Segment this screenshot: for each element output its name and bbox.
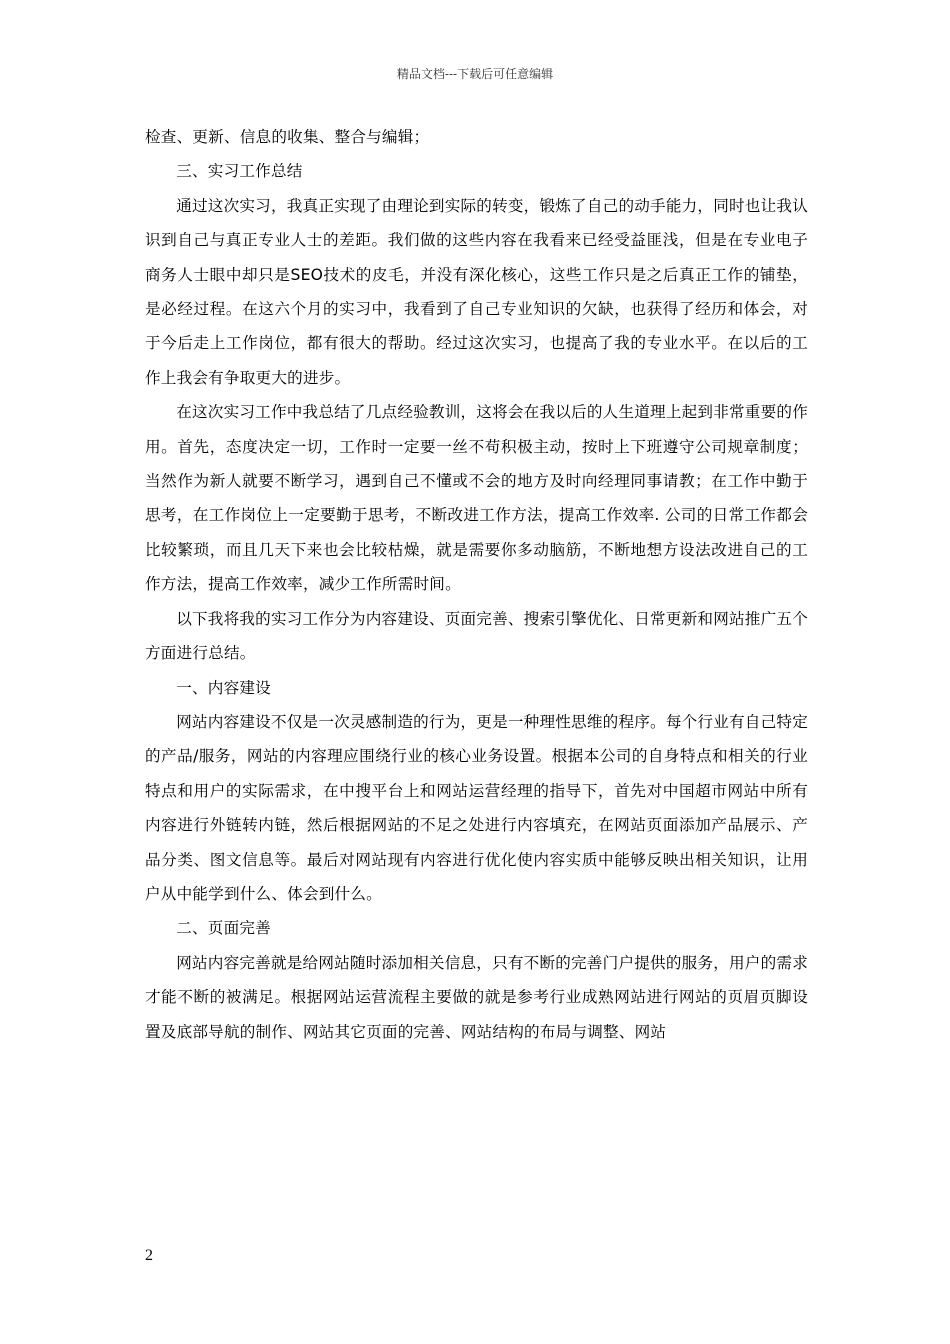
page-header: 精品文档---下载后可任意编辑 bbox=[396, 67, 554, 81]
document-body bbox=[145, 120, 808, 1049]
section-heading-1: 一、内容建设 bbox=[176, 678, 271, 697]
paragraph-page-improvement: 网站内容完善就是给网站随时添加相关信息，只有不断的完善门户提供的服务，用户的需求才能不断的被满足。根据网站运营流程主要做的就是参考行业成熟网站进行网站的页眉页脚设置及底部导航的制作、网站其它页面的完善、网站结构的布局与调整、网站 bbox=[145, 953, 808, 1041]
section-heading-2: 二、页面完善 bbox=[176, 919, 271, 938]
paragraph-content-building: 网站内容建设不仅是一次灵感制造的行为，更是一种理性思维的程序。每个行业有自己特定的产品/服务，网站的内容理应围绕行业的核心业务设置。根据本公司的自身特点和相关的行业特点和用户的实际需求，在中搜平台上和网站运营经理的指导下，首先对中国超市网站中所有内容进行外链转内链，然后根据网站的不足之处进行内容填充，在网站页面添加产品展示、产品分类、图文信息等。最后对网站现有内容进行优化使内容实质中能够反映出相关知识，让用户从中能学到什么、体会到什么。 bbox=[145, 712, 808, 903]
paragraph-continuation: 检查、更新、信息的收集、整合与编辑； bbox=[145, 128, 430, 146]
page-number: 2 bbox=[145, 1247, 153, 1264]
paragraph-overview: 以下我将我的实习工作分为内容建设、页面完善、搜索引擎优化、日常更新和网站推广五个方面进行总结。 bbox=[145, 609, 808, 663]
paragraph-lessons: 在这次实习工作中我总结了几点经验教训，这将会在我以后的人生道理上起到非常重要的作用。首先，态度决定一切，工作时一定要一丝不苟积极主动，按时上下班遵守公司规章制度；当然作为新人就要不断学习，遇到自己不懂或不会的地方及时向经理同事请教；在工作中勤于思考，在工作岗位上一定要勤于思考，不断改进工作方法，提高工作效率. 公司的日常工作都会比较繁琐，而且几天下来也会比较枯燥，就是需要你多动脑筋，不断地想方设法改进自己的工作方法，提高工作效率，减少工作所需时间。 bbox=[145, 403, 808, 594]
paragraph-summary: 通过这次实习，我真正实现了由理论到实际的转变，锻炼了自己的动手能力，同时也让我认识到自己与真正专业人士的差距。我们做的这些内容在我看来已经受益匪浅，但是在专业电子商务人士眼中却只是SEO技术的皮毛，并没有深化核心，这些工作只是之后真正工作的铺垫，是必经过程。在这六个月的实习中，我看到了自己专业知识的欠缺，也获得了经历和体会，对于今后走上工作岗位，都有很大的帮助。经过这次实习，也提高了我的专业水平。在以后的工作上我会有争取更大的进步。 bbox=[145, 196, 808, 387]
section-heading-3: 三、实习工作总结 bbox=[176, 162, 303, 181]
